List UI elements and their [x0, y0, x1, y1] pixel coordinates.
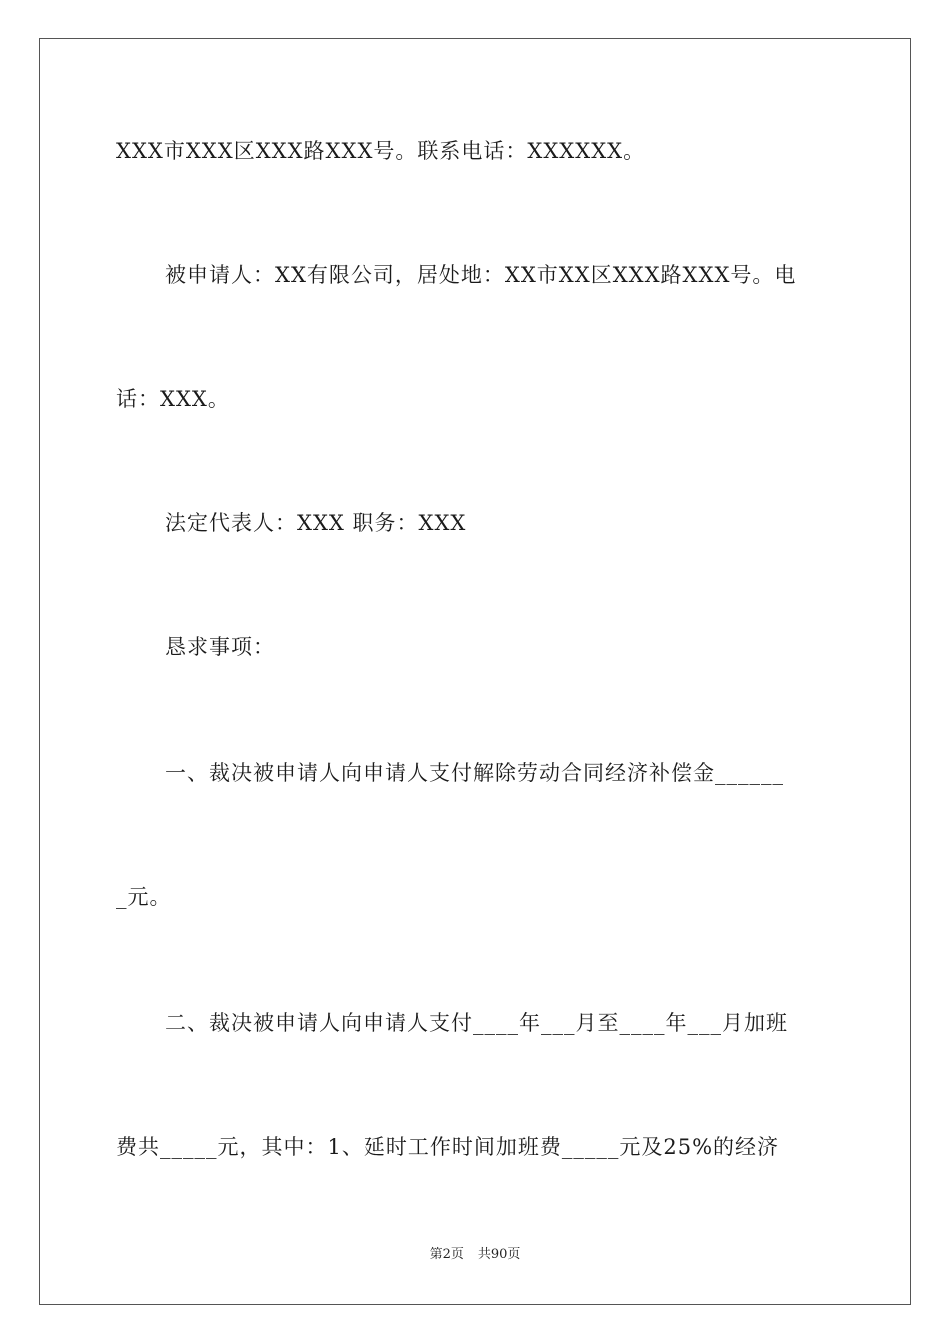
request-item-2-continued: 费共_____元，其中：1、延时工作时间加班费_____元及25%的经济: [116, 1135, 780, 1159]
request-heading: 恳求事项：: [165, 635, 275, 659]
total-pages: 共90页: [477, 1247, 521, 1262]
address-line: XXX市XXX区XXX路XXX号。联系电话：XXXXXX。: [116, 139, 646, 163]
request-item-1-continued: _元。: [116, 885, 172, 909]
page-border: [39, 38, 911, 1305]
respondent-phone-line: 话：XXX。: [116, 387, 230, 411]
request-item-1: 一、裁决被申请人向申请人支付解除劳动合同经济补偿金______: [165, 761, 784, 785]
legal-representative-line: 法定代表人：XXX 职务：XXX: [165, 511, 467, 535]
request-item-2: 二、裁决被申请人向申请人支付____年___月至____年___月加班: [165, 1011, 788, 1035]
page-footer: [0, 1246, 950, 1264]
page-number: 第2页: [429, 1247, 464, 1262]
respondent-line: 被申请人：XX有限公司，居处地：XX市XX区XXX路XXX号。电: [165, 263, 797, 287]
